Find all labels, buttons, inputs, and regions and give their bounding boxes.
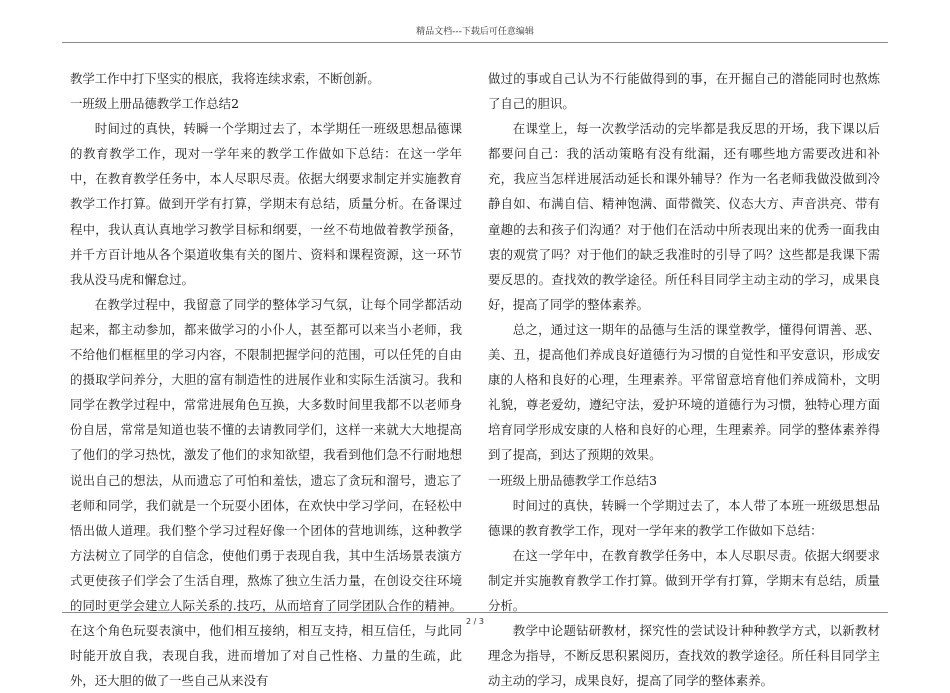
left-column bbox=[70, 66, 462, 693]
section-heading: 一班级上册品德教学工作总结2 bbox=[70, 96, 239, 112]
page-number: 2 / 3 bbox=[466, 617, 484, 626]
paragraph: 在教学过程中，我留意了同学的整体学习气氛，让每个同学都活动起来，都主动参加，都来做学习的小仆人，甚至都可以来当小老师，我不给他们框框里的学习内容，不限制把握学问的范围，可以任凭的自由的摄取学问养分，大胆的富有制造性的进展作业和实际生活演习。我和同学在教学过程中，常常进展角色互换，大多数时间里我都不以老师身份自居，常常是知道也装不懂的去请教同学们，这样一来就大大地提高了他们的学习热忱，激发了他们的求知欲望，我看到他们急不行耐地想说出自己的想法，从而遗忘了可怕和羞怯，遗忘了贪玩和溜号，遗忘了老师和同学，我们就是一个玩耍小团体，在欢快中学习学问，在轻松中悟出做人道理。我们整个学习过程好像一个团体的营地训练，这种教学方法树立了同学的自信念，使他们勇于表现自我，其中生活场景表演方式更使孩子们学会了生活自理，熬炼了独立生活力量，在创设交往环境的同时更学会建立人际关系的.技巧，从而培育了同学团队合作的精神。在这个角色玩耍表演中，他们相互接纳，相互支持，相互信任，与此同时能开放自我，表现自我，进而增加了对自己性格、力量的生疏，此外，还大胆的做了一些自己从来没有 bbox=[70, 296, 462, 689]
paragraph: 做过的事或自己认为不行能做得到的事，在开掘自己的潜能同时也熬炼了自己的胆识。 bbox=[488, 71, 880, 112]
paragraph: 时间过的真快，转瞬一个学期过去了，本人带了本班一班级思想品德课的教育教学工作，现对一学年来的教学工作做如下总结： bbox=[488, 497, 880, 538]
right-column bbox=[488, 66, 880, 693]
section-heading: 一班级上册品德教学工作总结3 bbox=[488, 472, 657, 488]
paragraph: 总之，通过这一期年的品德与生活的课堂教学，懂得何谓善、恶、美、丑，提高他们养成良好道德行为习惯的自觉性和平安意识，形成安康的人格和良好的心理，生理素养。平常留意培育他们养成简朴，文明礼貌，尊老爱幼，遵纪守法，爱护环境的道德行为习惯，独特心理方面培育同学形成安康的人格和良好的心理，生理素养。同学的整体素养得到了提高，到达了预期的效果。 bbox=[488, 321, 880, 463]
paragraph: 教学工作中打下坚实的根底，我将连续求索，不断创新。 bbox=[70, 71, 380, 86]
paragraph: 在课堂上，每一次教学活动的完毕都是我反思的开场，我下课以后都要问自己：我的活动策略有没有纰漏，还有哪些地方需要改进和补充，我应当怎样进展活动延长和课外辅导？作为一名老师我做没做到冷静自如、布满自信、精神饱满、面带微笑、仪态大方、声音洪亮、带有童趣的去和孩子们沟通？对于他们在活动中所表现出来的优秀一面我由衷的观赏了吗？对于他们的缺乏我准时的引导了吗？这些都是我课下需要反思的。查找效的教学途径。所任科目同学主动主动的学习，成果良好，提高了同学的整体素养。 bbox=[488, 121, 880, 312]
paragraph: 在这一学年中，在教育教学任务中，本人尽职尽责。依据大纲要求制定并实施教育教学工作打算。做到开学有打算，学期末有总结，质量分析。 bbox=[488, 547, 880, 613]
footer-divider bbox=[62, 612, 888, 613]
header-divider bbox=[62, 42, 888, 43]
paragraph: 时间过的真快，转瞬一个学期过去了，本学期任一班级思想品德课的教育教学工作，现对一学年来的教学工作做如下总结：在这一学年中，在教育教学任务中，本人尽职尽责。依据大纲要求制定并实施教育教学工作打算。做到开学有打算，学期末有总结，质量分析。在备课过程中，我认真认真地学习教学目标和纲要，一丝不苟地做着教学预备，并千方百计地从各个渠道收集有关的图片、资料和课程资源，这一环节我从没马虎和懈怠过。 bbox=[70, 121, 462, 287]
page-header: 精品文档---下载后可任意编辑 bbox=[416, 27, 534, 37]
paragraph: 教学中论题钻研教材，探究性的尝试设计种种教学方式，以新教材理念为指导，不断反思积累阅历，查找效的教学途径。所任科目同学主动主动的学习，成果良好，提高了同学的整体素养。 bbox=[488, 623, 880, 689]
